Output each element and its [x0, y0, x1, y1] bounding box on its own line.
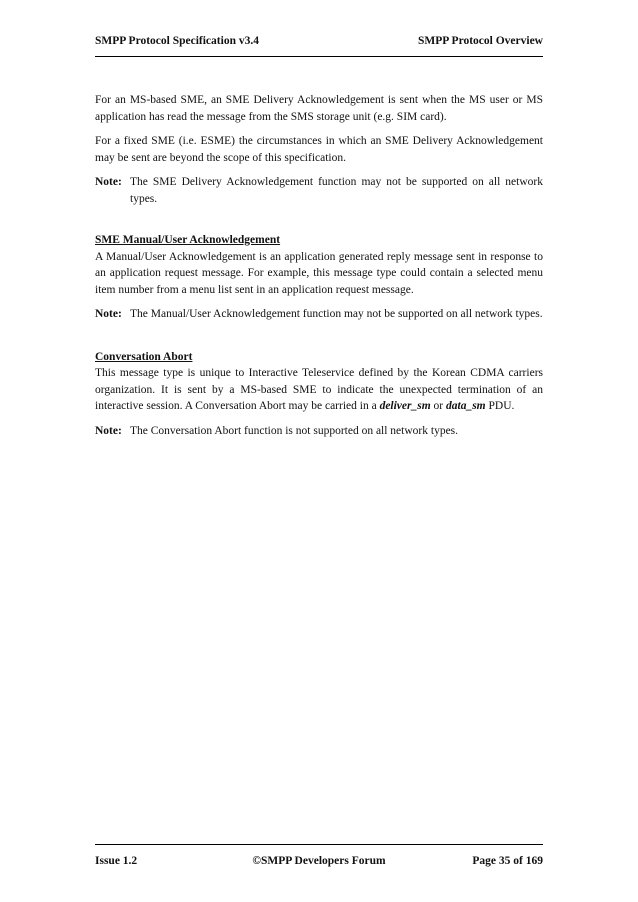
header-rule — [95, 56, 543, 57]
header-document-title: SMPP Protocol Specification v3.4 — [95, 35, 259, 47]
note-text: The Conversation Abort function is not supported on all network types. — [130, 424, 459, 437]
note-label: Note: — [95, 176, 122, 188]
pdu-name-deliver-sm: deliver_sm — [379, 400, 431, 412]
note-text: The SME Delivery Acknowledgement function may not be supported on all network types. — [130, 176, 543, 205]
body-text: This message type is unique to Interactive Teleservice defined by the Korean CDMA carriers organization. It is sent by a MS-based SME to indicate the unexpected termination of an interactive session. A Conversation Abort may be carried in a — [95, 367, 543, 412]
footer-rule — [95, 844, 543, 845]
pdu-name-data-sm: data_sm — [446, 400, 486, 412]
note-text: The Manual/User Acknowledgement function may not be supported on all network types. — [130, 308, 543, 320]
note-manual-user-ack — [95, 306, 543, 323]
section-title-conversation-abort: Conversation Abort — [95, 350, 193, 363]
note-label: Note: — [95, 308, 122, 320]
body-text: PDU. — [485, 400, 515, 412]
footer-issue: Issue 1.2 — [95, 855, 138, 867]
note-delivery-ack — [95, 174, 543, 207]
note-conversation-abort — [95, 423, 543, 440]
footer-page-number: Page 35 of 169 — [472, 855, 543, 867]
header-section-title: SMPP Protocol Overview — [418, 35, 543, 47]
paragraph-ms-based-sme: For an MS-based SME, an SME Delivery Acknowledgement is sent when the MS user or MS application has read the message from the SMS storage unit (e.g. SIM card). — [95, 94, 543, 123]
footer-copyright: ©SMPP Developers Forum — [252, 855, 386, 867]
section-body-manual-user-ack: A Manual/User Acknowledgement is an application generated reply message sent in response to an application request message. For example, this message type could contain a selected menu item number from a menu list sent in an application request message. — [95, 250, 543, 296]
note-label: Note: — [95, 424, 122, 437]
body-text: or — [430, 400, 447, 412]
page-body — [95, 92, 543, 447]
section-body-conversation-abort — [95, 365, 543, 415]
section-title-manual-user-ack: SME Manual/User Acknowledgement — [95, 234, 281, 246]
paragraph-fixed-sme: For a fixed SME (i.e. ESME) the circumstances in which an SME Delivery Acknowledgement may be sent are beyond the scope of this specification. — [95, 135, 543, 164]
